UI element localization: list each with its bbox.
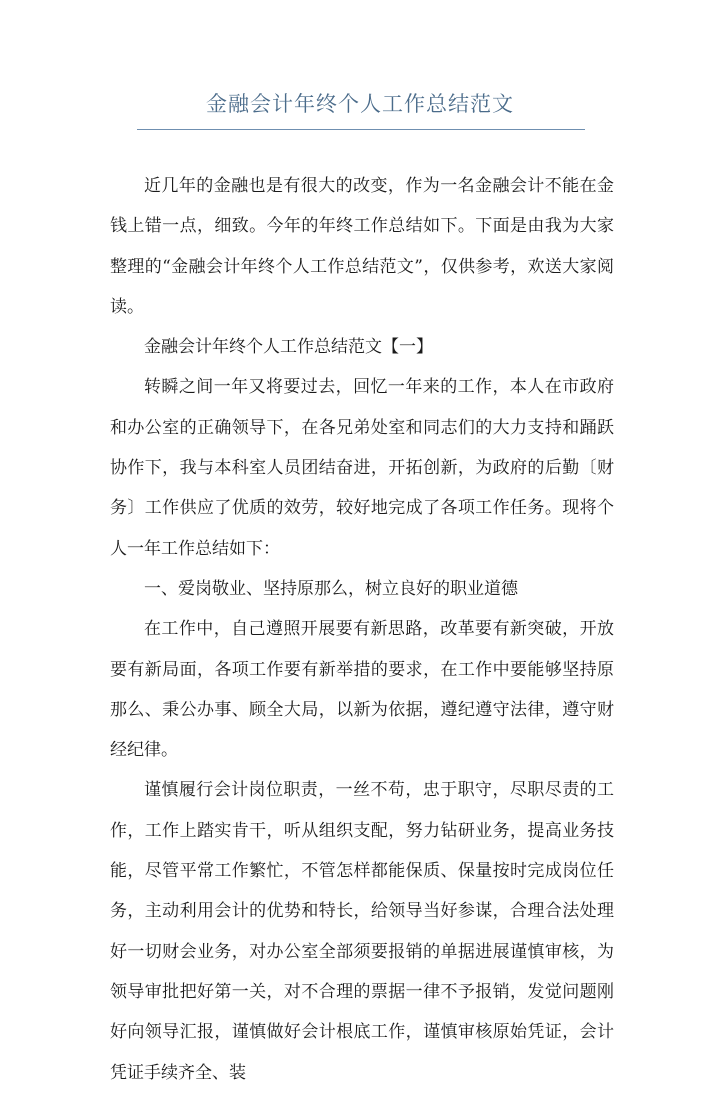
paragraph-summary: 转瞬之间一年又将要过去，回忆一年来的工作，本人在市政府和办公室的正确领导下，在各兄弟处室和同志们的大力支持和踊跃协作下，我与本科室人员团结奋进，开拓创新，为政府的后勤〔财务〕工作供应了优质的效劳，较好地完成了各项工作任务。现将个人一年工作总结如下： [110, 377, 614, 559]
paragraph-intro: 近几年的金融也是有很大的改变，作为一名金融会计不能在金钱上错一点，细致。今年的年终工作总结如下。下面是由我为大家整理的“金融会计年终个人工作总结范文”，仅供参考，欢送大家阅读。 [110, 176, 614, 317]
document-body [110, 166, 614, 1093]
title-underline [137, 129, 585, 130]
paragraph-duties: 谨慎履行会计岗位职责，一丝不苟，忠于职守，尽职尽责的工作，工作上踏实肯干，听从组织支配，努力钻研业务，提高业务技能，尽管平常工作繁忙，不管怎样都能保质、保量按时完成岗位任务，主动利用会计的优势和特长，给领导当好参谋，合理合法处理好一切财会业务，对办公室全部须要报销的单据进展谨慎审核，为领导审批把好第一关，对不合理的票据一律不予报销，发觉问题刚好向领导汇报，谨慎做好会计根底工作，谨慎审核原始凭证，会计凭证手续齐全、装 [110, 780, 614, 1083]
paragraph-principles: 在工作中，自己遵照开展要有新思路，改革要有新突破，开放要有新局面，各项工作要有新举措的要求，在工作中要能够坚持原那么、秉公办事、顾全大局，以新为依据，遵纪遵守法律，遵守财经纪律。 [110, 619, 614, 761]
subsection-heading: 一、爱岗敬业、坚持原那么，树立良好的职业道德 [144, 578, 518, 599]
section-heading: 金融会计年终个人工作总结范文【一】 [144, 337, 433, 358]
document-title: 金融会计年终个人工作总结范文 [206, 92, 514, 116]
